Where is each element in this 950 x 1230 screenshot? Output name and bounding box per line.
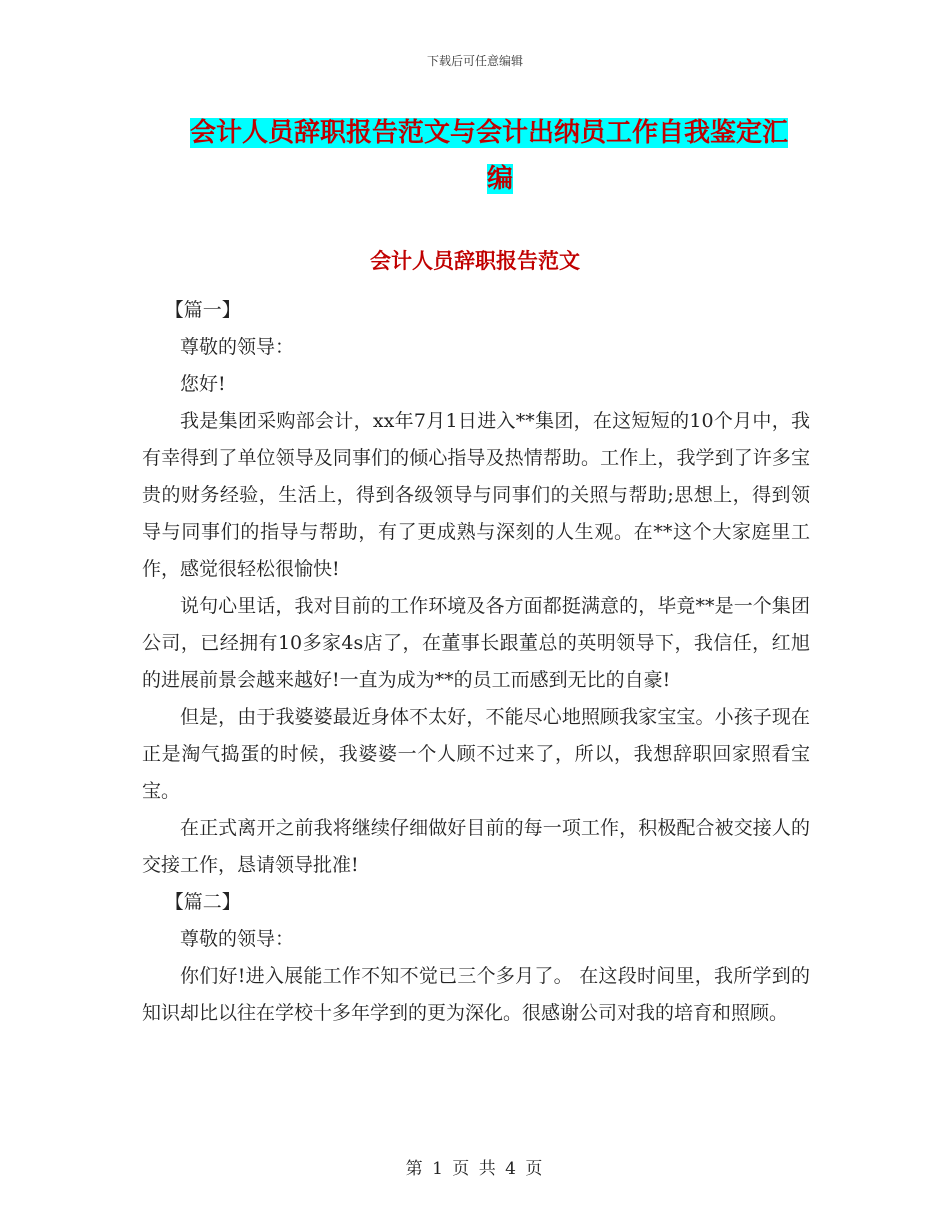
section-marker: 【篇二】: [164, 891, 241, 913]
salutation: 尊敬的领导：: [180, 336, 295, 358]
header-note: 下载后可任意编辑: [426, 54, 523, 68]
document-title: [190, 110, 810, 202]
body-paragraph: 你们好!进入展能工作不知不觉已三个多月了。 在这段时间里，我所学到的知识却比以往在学校十多年学到的更为深化。很感谢公司对我的培育和照顾。: [142, 965, 810, 1024]
body-paragraph: 在正式离开之前我将继续仔细做好目前的每一项工作，积极配合被交接人的交接工作，恳请领导批准!: [142, 817, 810, 876]
section-title: 会计人员辞职报告范文: [370, 249, 580, 273]
section-marker: 【篇一】: [164, 299, 241, 321]
body-paragraph: 我是集团采购部会计，xx年7月1日进入**集团，在这短短的10个月中，我有幸得到了单位领导及同事们的倾心指导及热情帮助。工作上，我学到了许多宝贵的财务经验，生活上，得到各级领导与同事们的关照与帮助;思想上，得到领导与同事们的指导与帮助，有了更成熟与深刻的人生观。在**这个大家庭里工作，感觉很轻松很愉快!: [142, 410, 810, 580]
document-body: [142, 292, 810, 1032]
body-paragraph: 但是，由于我婆婆最近身体不太好，不能尽心地照顾我家宝宝。小孩子现在正是淘气捣蛋的时候，我婆婆一个人顾不过来了，所以，我想辞职回家照看宝宝。: [142, 706, 810, 802]
page-number: 第 1 页 共 4 页: [405, 1159, 545, 1179]
salutation: 尊敬的领导：: [180, 928, 295, 950]
greeting: 您好!: [180, 373, 226, 395]
document-title-line1: 会计人员辞职报告范文与会计出纳员工作自我鉴定汇: [190, 118, 789, 148]
document-title-line2: 编: [486, 164, 513, 194]
body-paragraph: 说句心里话，我对目前的工作环境及各方面都挺满意的，毕竟**是一个集团公司，已经拥有10多家4s店了，在董事长跟董总的英明领导下，我信任，红旭的进展前景会越来越好!一直为成为**的员工而感到无比的自豪!: [142, 595, 810, 691]
